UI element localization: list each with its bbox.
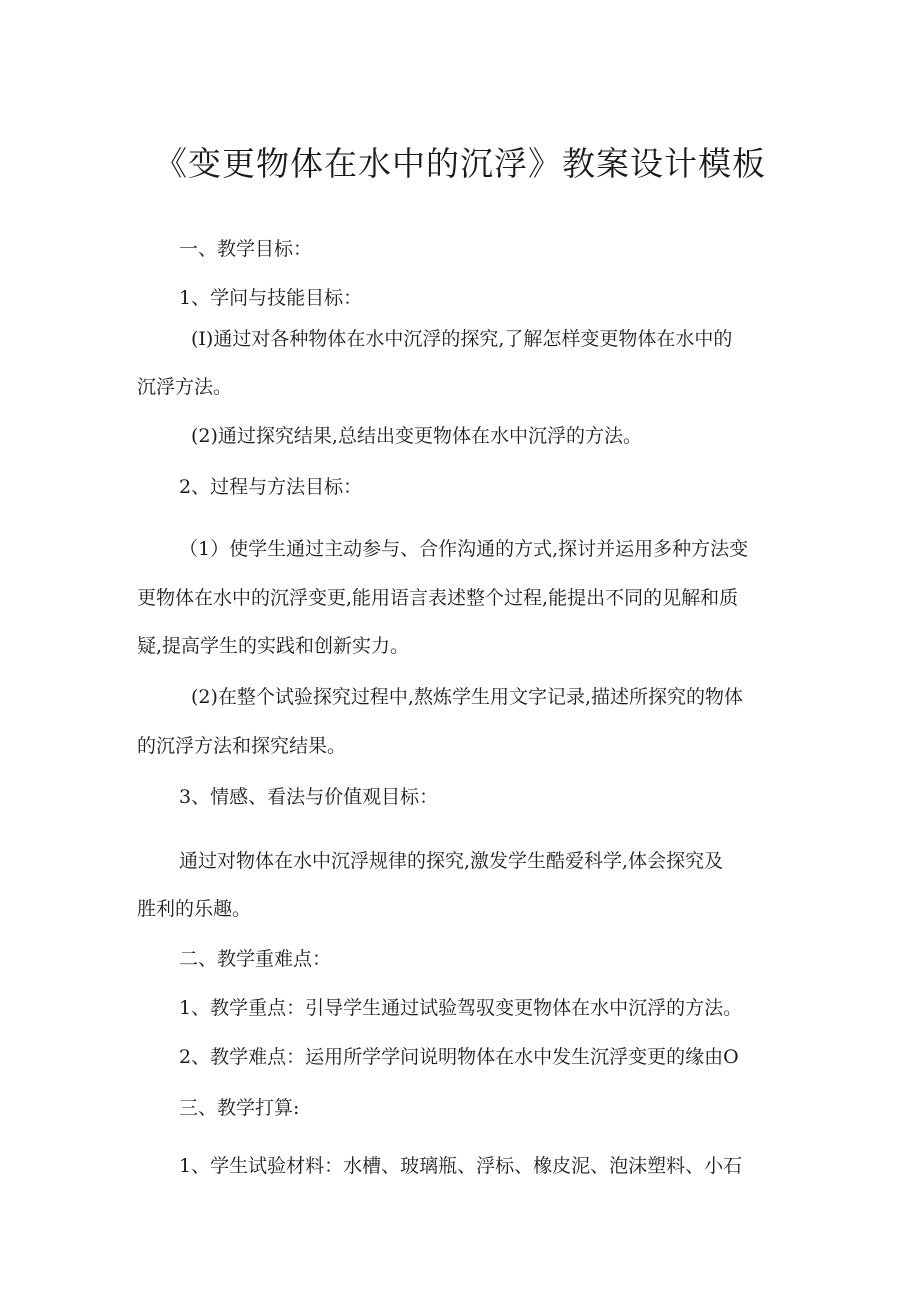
document-title: 《变更物体在水中的沉浮》教案设计模板 <box>154 144 766 183</box>
paragraph-line: 的沉浮方法和探究结果。 <box>137 735 347 757</box>
paragraph-line: (2)通过探究结果,总结出变更物体在水中沉浮的方法。 <box>191 425 642 447</box>
section-heading-preparation: 三、教学打算: <box>179 1097 300 1119</box>
paragraph-line: 沉浮方法。 <box>137 376 233 398</box>
subheading-emotion-values: 3、情感、看法与价值观目标： <box>179 786 439 808</box>
paragraph-line: 通过对物体在水中沉浮规律的探究,激发学生酷爱科学,体会探究及 <box>179 850 724 872</box>
paragraph-line: 疑,提高学生的实践和创新实力。 <box>137 635 410 657</box>
paragraph-line: 胜利的乐趣。 <box>137 898 252 920</box>
paragraph-line: 2、教学难点：运用所学学问说明物体在水中发生沉浮变更的缘由O <box>179 1046 739 1068</box>
paragraph-line: 1、学生试验材料：水槽、玻璃瓶、浮标、橡皮泥、泡沫塑料、小石 <box>179 1155 743 1177</box>
paragraph-line: （1）使学生通过主动参与、合作沟通的方式,探讨并运用多种方法变 <box>179 538 749 560</box>
subheading-knowledge-skills: 1、学问与技能目标： <box>179 287 363 309</box>
paragraph-line: 更物体在水中的沉浮变更,能用语言表述整个过程,能提出不同的见解和质 <box>137 587 739 609</box>
section-heading-objectives: 一、教学目标： <box>179 238 313 260</box>
paragraph-line: (2)在整个试验探究过程中,熬炼学生用文字记录,描述所探究的物体 <box>191 686 743 708</box>
paragraph-line: 1、教学重点：引导学生通过试验驾驭变更物体在水中沉浮的方法。 <box>179 997 743 1019</box>
paragraph-line: (I)通过对各种物体在水中沉浮的探究,了解怎样变更物体在水中的 <box>191 328 733 350</box>
section-heading-key-points: 二、教学重难点： <box>179 948 332 970</box>
subheading-process-method: 2、过程与方法目标： <box>179 476 363 498</box>
